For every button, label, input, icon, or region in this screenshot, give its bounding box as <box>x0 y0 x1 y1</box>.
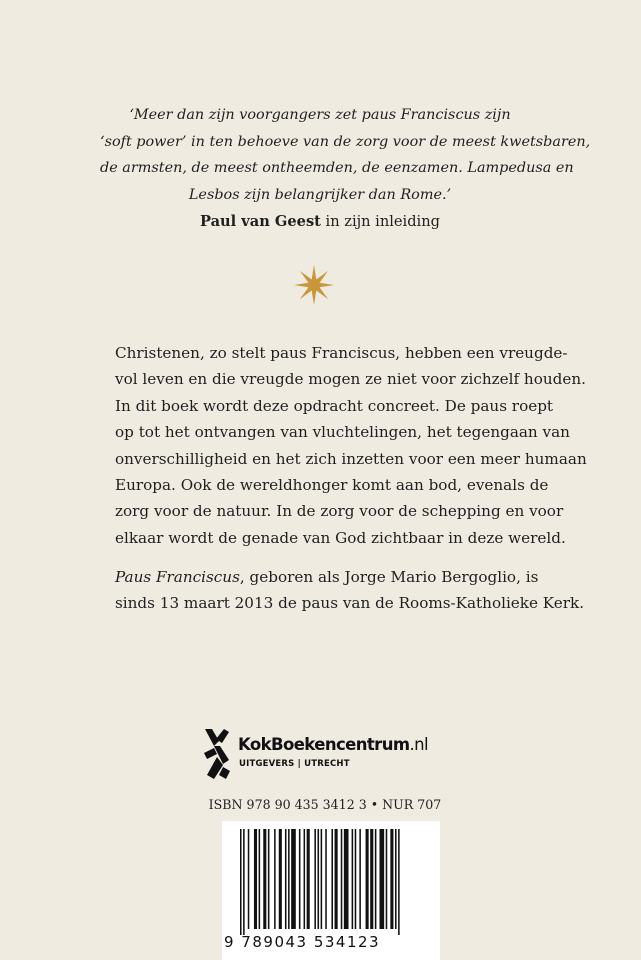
publisher-name <box>238 735 428 754</box>
blurb-line-3: In dit boek wordt deze opdracht concreet. De paus roept <box>115 396 554 415</box>
quote-line-2: ‘soft power’ in ten behoeve van de zorg voor de meest kwetsbaren, <box>100 133 591 150</box>
blurb-line-5: onverschilligheid en het zich inzetten voor een meer humaan <box>115 449 587 468</box>
barcode-bar <box>386 829 388 929</box>
barcode-bar <box>259 829 261 929</box>
blurb-paragraph <box>115 340 587 551</box>
barcode-bar <box>331 829 333 929</box>
barcode-bar <box>366 829 369 929</box>
barcode <box>222 821 440 960</box>
barcode-bar <box>299 829 301 929</box>
bio-line-2: sinds 13 maart 2013 de paus van de Rooms-Katholieke Kerk. <box>115 594 585 613</box>
barcode-bar <box>285 829 287 929</box>
quote-line-4: Lesbos zijn belangrijker dan Rome.’ <box>188 186 452 203</box>
barcode-bar <box>395 829 397 929</box>
barcode-bar <box>375 829 377 929</box>
barcode-bar <box>335 829 338 929</box>
quote-line-3: de armsten, de meest ontheemden, de eenzamen. Lampedusa en <box>100 160 574 176</box>
isbn-nur: ISBN 978 90 435 3412 3 • NUR 707 <box>208 797 442 812</box>
blurb-line-2: vol leven en die vreugde mogen ze niet voor zichzelf houden. <box>115 370 586 389</box>
barcode-bar <box>274 829 276 929</box>
barcode-bar <box>240 829 242 935</box>
publisher-logo <box>202 727 442 783</box>
barcode-bar <box>370 829 373 929</box>
barcode-bar <box>352 829 354 929</box>
barcode-bar <box>304 829 306 929</box>
bio-line-1-rest: , geboren als Jorge Mario Bergoglio, is <box>239 568 539 586</box>
quote-author: Paul van Geest <box>200 213 321 230</box>
bio-line-1 <box>115 564 539 590</box>
barcode-bar <box>341 829 343 929</box>
barcode-bar <box>390 829 393 929</box>
publisher-mark-icon <box>202 727 232 781</box>
barcode-bar <box>307 829 310 929</box>
blurb-line-7: zorg voor de natuur. In de zorg voor de schepping en voor <box>115 502 564 521</box>
barcode-bar <box>279 829 282 929</box>
blurb-line-8: elkaar wordt de genade van God zichtbaar in deze wereld. <box>115 528 566 547</box>
barcode-bars <box>232 829 428 935</box>
publisher-subtitle: UITGEVERS | UTRECHT <box>239 759 350 769</box>
bio-author-name: Paus Franciscus <box>115 568 240 586</box>
barcode-bar <box>355 829 357 929</box>
barcode-bar <box>291 829 296 929</box>
barcode-bar <box>344 829 349 929</box>
barcode-bar <box>359 829 361 929</box>
barcode-bar <box>398 829 400 935</box>
barcode-bar <box>288 829 290 929</box>
publisher-name-main: KokBoekencentrum <box>238 735 410 754</box>
barcode-bar <box>268 829 270 929</box>
barcode-bar <box>248 829 250 929</box>
author-bio <box>115 564 585 617</box>
barcode-bar <box>314 829 316 929</box>
barcode-bar <box>318 829 320 929</box>
barcode-digits: 9 789043 534123 <box>224 933 381 951</box>
barcode-bar <box>243 829 245 935</box>
quote-author-suffix: in zijn inleiding <box>320 213 440 230</box>
blurb-line-6: Europa. Ook de wereldhonger komt aan bod, evenals de <box>115 476 549 495</box>
publisher-name-tld: .nl <box>409 735 428 754</box>
quote-attribution <box>100 209 540 235</box>
barcode-bar <box>380 829 385 929</box>
barcode-bar <box>263 829 266 929</box>
barcode-bar <box>254 829 257 929</box>
barcode-bar <box>321 829 323 929</box>
blurb-line-4: op tot het ontvangen van vluchtelingen, het tegengaan van <box>115 423 570 442</box>
blurb-line-1: Christenen, zo stelt paus Franciscus, hebben een vreugde- <box>115 344 568 362</box>
back-cover-quote <box>100 102 591 208</box>
quote-line-1: ‘Meer dan zijn voorgangers zet paus Franciscus zijn <box>129 107 511 123</box>
eight-point-star-icon <box>293 264 335 306</box>
barcode-bar <box>325 829 327 929</box>
